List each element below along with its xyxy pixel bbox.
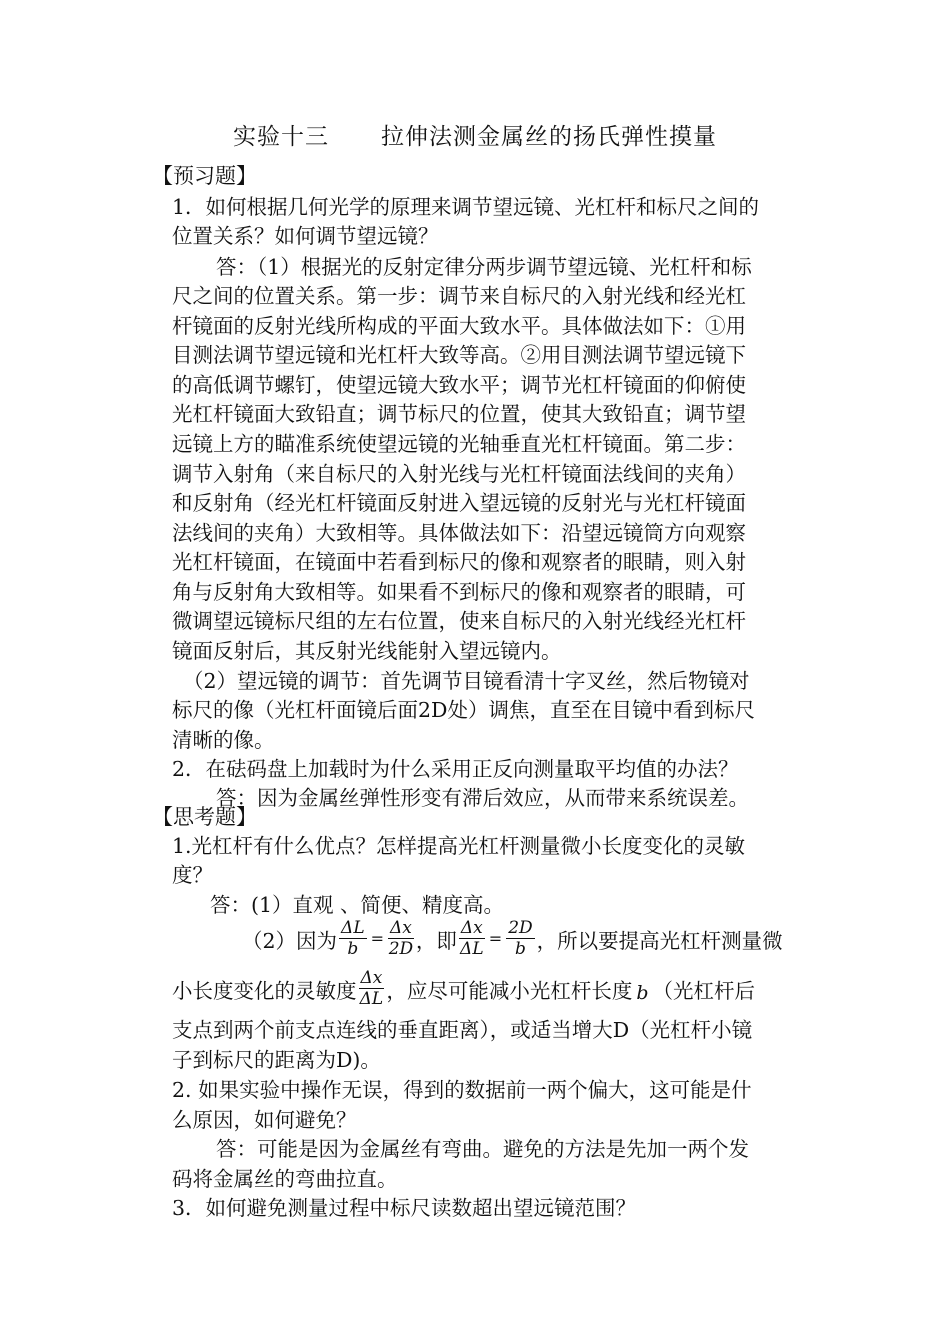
fraction-dx-over-dL [359, 968, 385, 1009]
equals-sign: = [370, 929, 385, 948]
preview-line: 清晰的像。 [172, 728, 275, 752]
preview-line: 杆镜面的反射光线所构成的平面大致水平。具体做法如下：①用 [172, 314, 746, 338]
preview-line: 1．如何根据几何光学的原理来调节望远镜、光杠杆和标尺之间的 [172, 195, 760, 219]
preview-line: 2．在砝码盘上加载时为什么采用正反向测量取平均值的办法？ [172, 757, 739, 781]
answer-1-part-2-suffix: ，所以要提高光杠杆测量微 [536, 928, 783, 953]
fraction-numerator: 2D [508, 918, 533, 938]
answer-1-part-5: 子到标尺的距离为D)。 [172, 1048, 381, 1072]
answer-1-part-3-prefix: 小长度变化的灵敏度 [172, 978, 357, 1003]
preview-line: 调节入射角（来自标尺的入射光线与光杠杆镜面法线间的夹角） [172, 462, 746, 486]
fraction-dx-over-2D [388, 918, 414, 959]
title-experiment-number: 实验十三 [233, 124, 329, 150]
answer-1-part-2-prefix: （2）因为 [242, 928, 338, 953]
answer-1-part-2-mid: ，即 [415, 928, 457, 953]
answer-1-part-4: 支点到两个前支点连线的垂直距离），或适当增大D（光杠杆小镜 [172, 1018, 753, 1042]
equals-sign: = [488, 929, 503, 948]
answer-1-part-3-line [172, 968, 755, 1009]
question-1-line-1: 1.光杠杆有什么优点？怎样提高光杠杆测量微小长度变化的灵敏 [172, 834, 746, 858]
question-1-line-2: 度？ [172, 863, 213, 887]
fraction-numerator: Δx [360, 968, 383, 988]
question-2-line-2: 么原因，如何避免？ [172, 1108, 357, 1132]
preview-line: 法线间的夹角）大致相等。具体做法如下：沿望远镜筒方向观察 [172, 521, 746, 545]
preview-line: 的高低调节螺钉，使望远镜大致水平；调节光杠杆镜面的仰俯使 [172, 373, 746, 397]
preview-line: （2）望远镜的调节：首先调节目镜看清十字叉丝，然后物镜对 [183, 669, 750, 693]
page-title [0, 118, 950, 151]
preview-line: 角与反射角大致相等。如果看不到标尺的像和观察者的眼睛，可 [172, 580, 746, 604]
preview-line: 目测法调节望远镜和光杠杆大致等高。②用目测法调节望远镜下 [172, 343, 746, 367]
preview-line: 答：（1）根据光的反射定律分两步调节望远镜、光杠杆和标 [216, 255, 752, 279]
question-2-line-1: 2. 如果实验中操作无误，得到的数据前一两个偏大，这可能是什 [172, 1078, 752, 1102]
fraction-numerator: Δx [390, 918, 412, 938]
answer-2-line-2: 码将金属丝的弯曲拉直。 [172, 1167, 398, 1191]
fraction-denominator: 2D [388, 939, 414, 959]
answer-1-part-3-suffix: ，应尽可能减小光杠杆长度 [386, 978, 633, 1003]
answer-1-part-1: 答：(1）直观 、简便、精度高。 [210, 893, 505, 917]
preview-heading: 【预习题】 [152, 164, 257, 188]
fraction-dL-over-b [339, 918, 367, 959]
fraction-denominator: b [347, 939, 359, 959]
fraction-denominator: b [514, 939, 526, 959]
preview-line: 位置关系？如何调节望远镜？ [172, 224, 439, 248]
thinking-heading: 【思考题】 [152, 805, 257, 829]
answer-2-line-1: 答：可能是因为金属丝有弯曲。避免的方法是先加一两个发 [216, 1137, 749, 1161]
fraction-numerator: Δx [460, 918, 483, 938]
question-3: 3．如何避免测量过程中标尺读数超出望远镜范围？ [172, 1196, 637, 1220]
title-experiment-name: 拉伸法测金属丝的扬氏弹性摸量 [381, 124, 717, 150]
preview-line: 光杠杆镜面大致铅直；调节标尺的位置，使其大致铅直；调节望 [172, 402, 746, 426]
answer-1-part-2-line [242, 918, 783, 959]
preview-line: 镜面反射后，其反射光线能射入望远镜内。 [172, 639, 562, 663]
fraction-denominator: ΔL [460, 939, 484, 959]
fraction-denominator: ΔL [359, 989, 384, 1009]
preview-line: 微调望远镜标尺组的左右位置，使来自标尺的入射光线经光杠杆 [172, 609, 746, 633]
preview-line: 光杠杆镜面，在镜面中若看到标尺的像和观察者的眼睛，则入射 [172, 550, 746, 574]
fraction-numerator: ΔL [341, 918, 365, 938]
fraction-dx-over-dL [459, 918, 485, 959]
preview-line: 尺之间的位置关系。第一步：调节来自标尺的入射光线和经光杠 [172, 284, 746, 308]
preview-line: 标尺的像（光杠杆面镜后面2D处）调焦，直至在目镜中看到标尺 [172, 698, 755, 722]
preview-line: 远镜上方的瞄准系统使望远镜的光轴垂直光杠杆镜面。第二步： [172, 432, 746, 456]
variable-b: b [636, 981, 649, 1004]
preview-line: 和反射角（经光杠杆镜面反射进入望远镜的反射光与光杠杆镜面 [172, 491, 746, 515]
fraction-2D-over-b [506, 918, 534, 959]
answer-1-part-3-end: （光杠杆后 [652, 978, 756, 1003]
preview-line: 答：因为金属丝弹性形变有滞后效应，从而带来系统误差。 [216, 786, 749, 810]
